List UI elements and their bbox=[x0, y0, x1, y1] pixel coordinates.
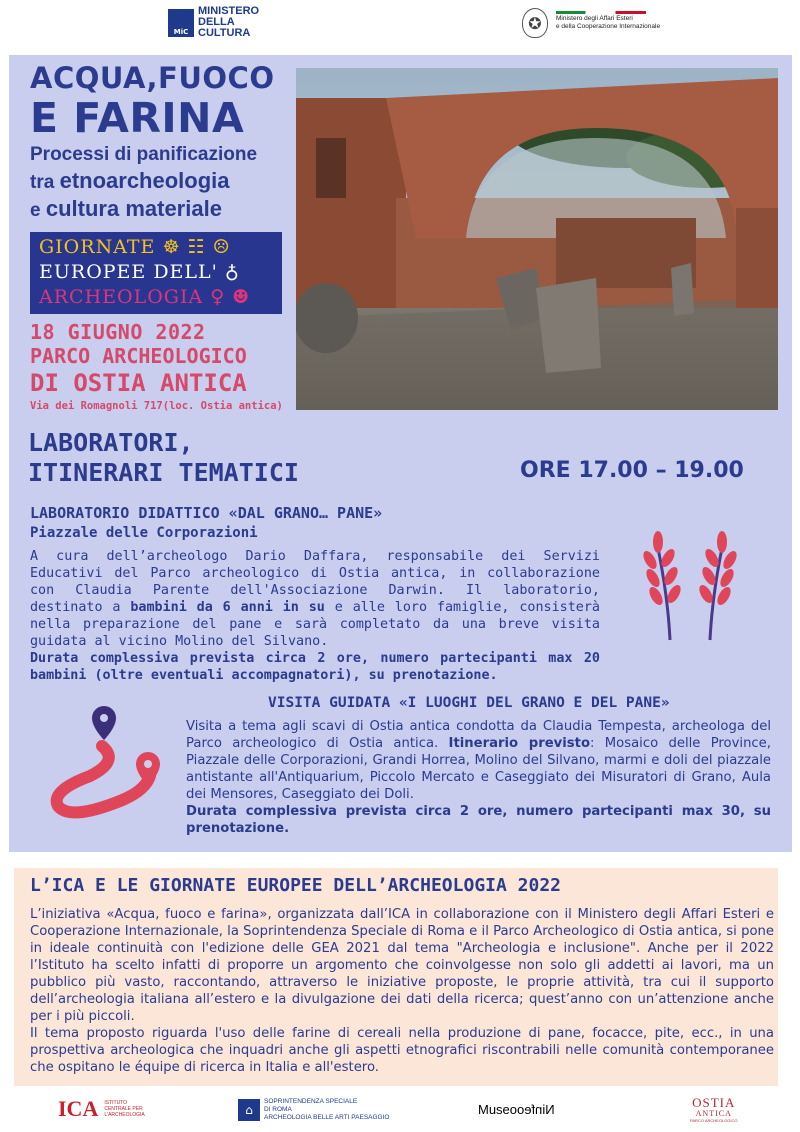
museo-ninfeo-logo: MuseoNinfeo bbox=[478, 1102, 555, 1117]
subtitle-line-2: tra etnoarcheologia bbox=[30, 168, 230, 193]
venue-address: Via dei Romagnoli 717(loc. Ostia antica) bbox=[30, 400, 283, 412]
italian-flag-bar bbox=[556, 11, 646, 14]
wheat-icon bbox=[640, 528, 740, 648]
visit-description: Visita a tema agli scavi di Ostia antica condotta da Claudia Tempesta, archeologa del Parco archeologico di Ostia antica. Itinerario previsto: Mosaico delle Province, Piazzale delle Corporazioni, Grandi Horrea, Molino del Silvano, marmi e doli del piazzale antistante all'Antiquarium, Piccolo Mercato e Caseggiato dei Misuratori di Grano, Aula dei Mensores, Caseggiato dei Doli. Durata complessiva prevista circa 2 ore, numero partecipanti max 30, su prenotazione. bbox=[186, 719, 771, 836]
mic-logo bbox=[168, 6, 259, 39]
ostia-antica-logo: OSTIA ANTICA PARCO ARCHEOLOGICO bbox=[690, 1095, 738, 1123]
venue-line-1: PARCO ARCHEOLOGICO bbox=[30, 344, 247, 368]
gea-logo-row: ARCHEOLOGIA ♀ ☻ bbox=[39, 286, 251, 308]
republic-emblem-icon: ✪ bbox=[522, 8, 548, 38]
subtitle-line-3: e cultura materiale bbox=[30, 196, 222, 221]
mic-name: MINISTERO DELLA CULTURA bbox=[198, 5, 260, 39]
title-line-2: E FARINA bbox=[30, 94, 245, 142]
title-line-1: ACQUA,FUOCO bbox=[30, 61, 275, 95]
gea-logo-row: EUROPEE DELL' ♁ bbox=[39, 261, 240, 283]
lab-description: A cura dell’archeologo Dario Daffara, responsabile dei Servizi Educativi del Parco archeologico di Ostia antica, in collaborazione con Claudia Parente dell'Associazione Darwin. Il laboratorio, destinato a bambini da 6 anni in su e alle loro famiglie, consisterà nella preparazione del pane e sarà completato da una breve visita guidata al vicino Molino del Silvano. Durata complessiva prevista circa 2 ore, numero partecipanti max 20 bambini (oltre eventuali accompagnatori), su prenotazione. bbox=[30, 549, 600, 683]
ica-title: L’ICA E LE GIORNATE EUROPEE DELL’ARCHEOLOGIA 2022 bbox=[30, 875, 562, 896]
event-date: 18 GIUGNO 2022 bbox=[30, 320, 206, 344]
lab-place: Piazzale delle Corporazioni bbox=[30, 525, 258, 541]
lab-title: LABORATORIO DIDATTICO «DAL GRANO… PANE» bbox=[30, 504, 383, 522]
soprintendenza-logo: ⌂ SOPRINTENDENZA SPECIALE DI ROMA ARCHEOLOGIA BELLE ARTI PAESAGGIO bbox=[238, 1098, 389, 1122]
mic-badge: MiC bbox=[168, 9, 194, 37]
venue-line-2: DI OSTIA ANTICA bbox=[30, 369, 247, 397]
ica-description bbox=[30, 906, 774, 1076]
ostia-ruins-photo bbox=[296, 68, 778, 410]
ica-paragraph: Il tema proposto riguarda l'uso delle farine di cereali nella produzione di pane, focacce, pite, ecc., in una prospettiva archeologica che inquadri anche gli aspetti etnografici riscontrabili nelle comunità contemporanee che ospitano le équipe di ricerca in Italia e all'estero. bbox=[30, 1026, 774, 1075]
subtitle-line-1: Processi di panificazione bbox=[30, 144, 258, 165]
soprintendenza-icon: ⌂ bbox=[238, 1099, 260, 1121]
gea-logo bbox=[30, 232, 282, 314]
maeci-name: Ministero degli Affari Esteri e della Cooperazione Internazionale bbox=[556, 15, 661, 30]
visit-title: VISITA GUIDATA «I LUOGHI DEL GRANO E DEL PANE» bbox=[268, 695, 670, 711]
gea-logo-row: GIORNATE ☸ ☷ ☹ bbox=[39, 236, 231, 258]
program-time: ORE 17.00 – 19.00 bbox=[520, 458, 744, 483]
ica-logo: ICA ISTITUTO CENTRALE PER L'ARCHEOLOGIA bbox=[58, 1096, 145, 1121]
program-heading: LABORATORI, ITINERARI TEMATICI bbox=[28, 428, 299, 487]
route-map-pin-icon bbox=[40, 706, 170, 828]
ica-paragraph: L’iniziativa «Acqua, fuoco e farina», organizzata dall’ICA in collaborazione con il Ministero degli Affari Esteri e Cooperazione Internazionale, la Soprintendenza Speciale di Roma e il Parco Archeologico di Ostia antica, si pone in ideale continuità con l'edizione delle GEA 2021 dal tema "Archeologia e inclusione". Anche per il 2022 l’Istituto ha scelto infatti di proporre un argomento che coinvolgesse non solo gli addetti ai lavori, ma un pubblico più vasto, raccontando, attraverso le iniziative proposte, le proprie attività, tra cui il supporto dell’archeologia italiana all’estero e la divulgazione dei dati della ricerca; quest’anno con un’attenzione anche per i più piccoli. bbox=[30, 907, 774, 1024]
maeci-logo bbox=[522, 8, 660, 38]
